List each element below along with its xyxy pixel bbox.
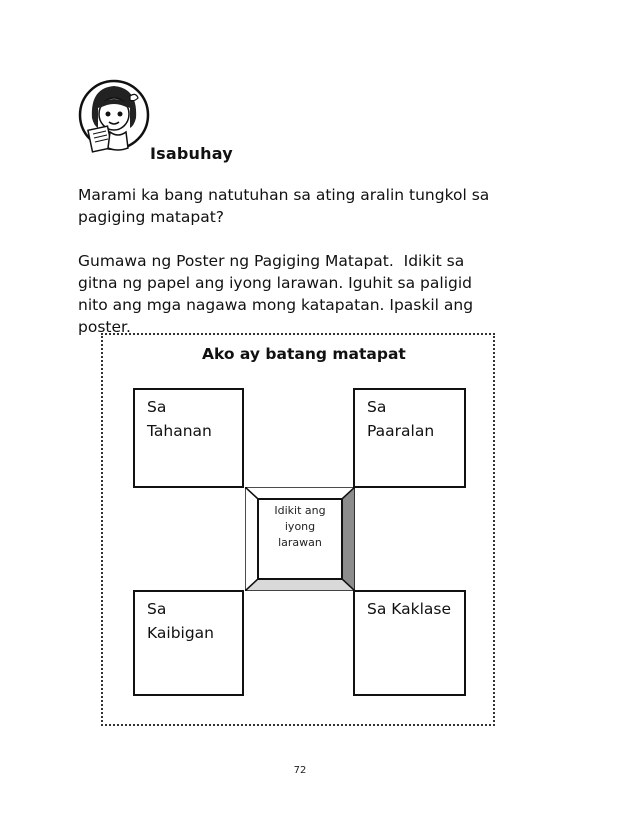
box-home-label-2: Tahanan bbox=[147, 422, 212, 440]
poster-title: Ako ay batang matapat bbox=[202, 345, 406, 363]
box-sa-kaibigan bbox=[133, 590, 244, 696]
box-friend-label-1: Sa bbox=[147, 600, 167, 618]
box-classmate-label: Sa Kaklase bbox=[367, 600, 452, 618]
box-sa-kaklase bbox=[353, 590, 466, 696]
girl-reading-icon bbox=[78, 78, 150, 156]
intro-line-1: Marami ka bang natutuhan sa ating aralin tungkol sa bbox=[78, 186, 490, 204]
frame-line-2: iyong bbox=[284, 520, 316, 533]
box-school-label-2: Paaralan bbox=[367, 422, 435, 440]
intro-line-2: pagiging matapat? bbox=[78, 208, 225, 226]
intro-paragraph bbox=[78, 184, 548, 228]
box-school-label-1: Sa bbox=[367, 398, 387, 416]
frame-line-1: Idikit ang bbox=[274, 504, 326, 517]
box-home-label-1: Sa bbox=[147, 398, 167, 416]
box-sa-paaralan bbox=[353, 388, 466, 488]
instruction-line-4: poster. bbox=[78, 318, 131, 336]
box-friend-label-2: Kaibigan bbox=[147, 624, 215, 642]
page-number: 72 bbox=[293, 765, 307, 776]
instruction-paragraph bbox=[78, 250, 548, 338]
section-title: Isabuhay bbox=[150, 144, 233, 163]
instruction-line-3: nito ang mga nagawa mong katapatan. Ipaskil ang bbox=[78, 296, 474, 314]
instruction-line-2: gitna ng papel ang iyong larawan. Iguhit sa paligid bbox=[78, 274, 472, 292]
frame-instruction bbox=[258, 503, 342, 551]
frame-line-3: larawan bbox=[278, 536, 322, 549]
instruction-line-1: Gumawa ng Poster ng Pagiging Matapat. Idikit sa bbox=[78, 252, 465, 270]
box-sa-tahanan bbox=[133, 388, 244, 488]
